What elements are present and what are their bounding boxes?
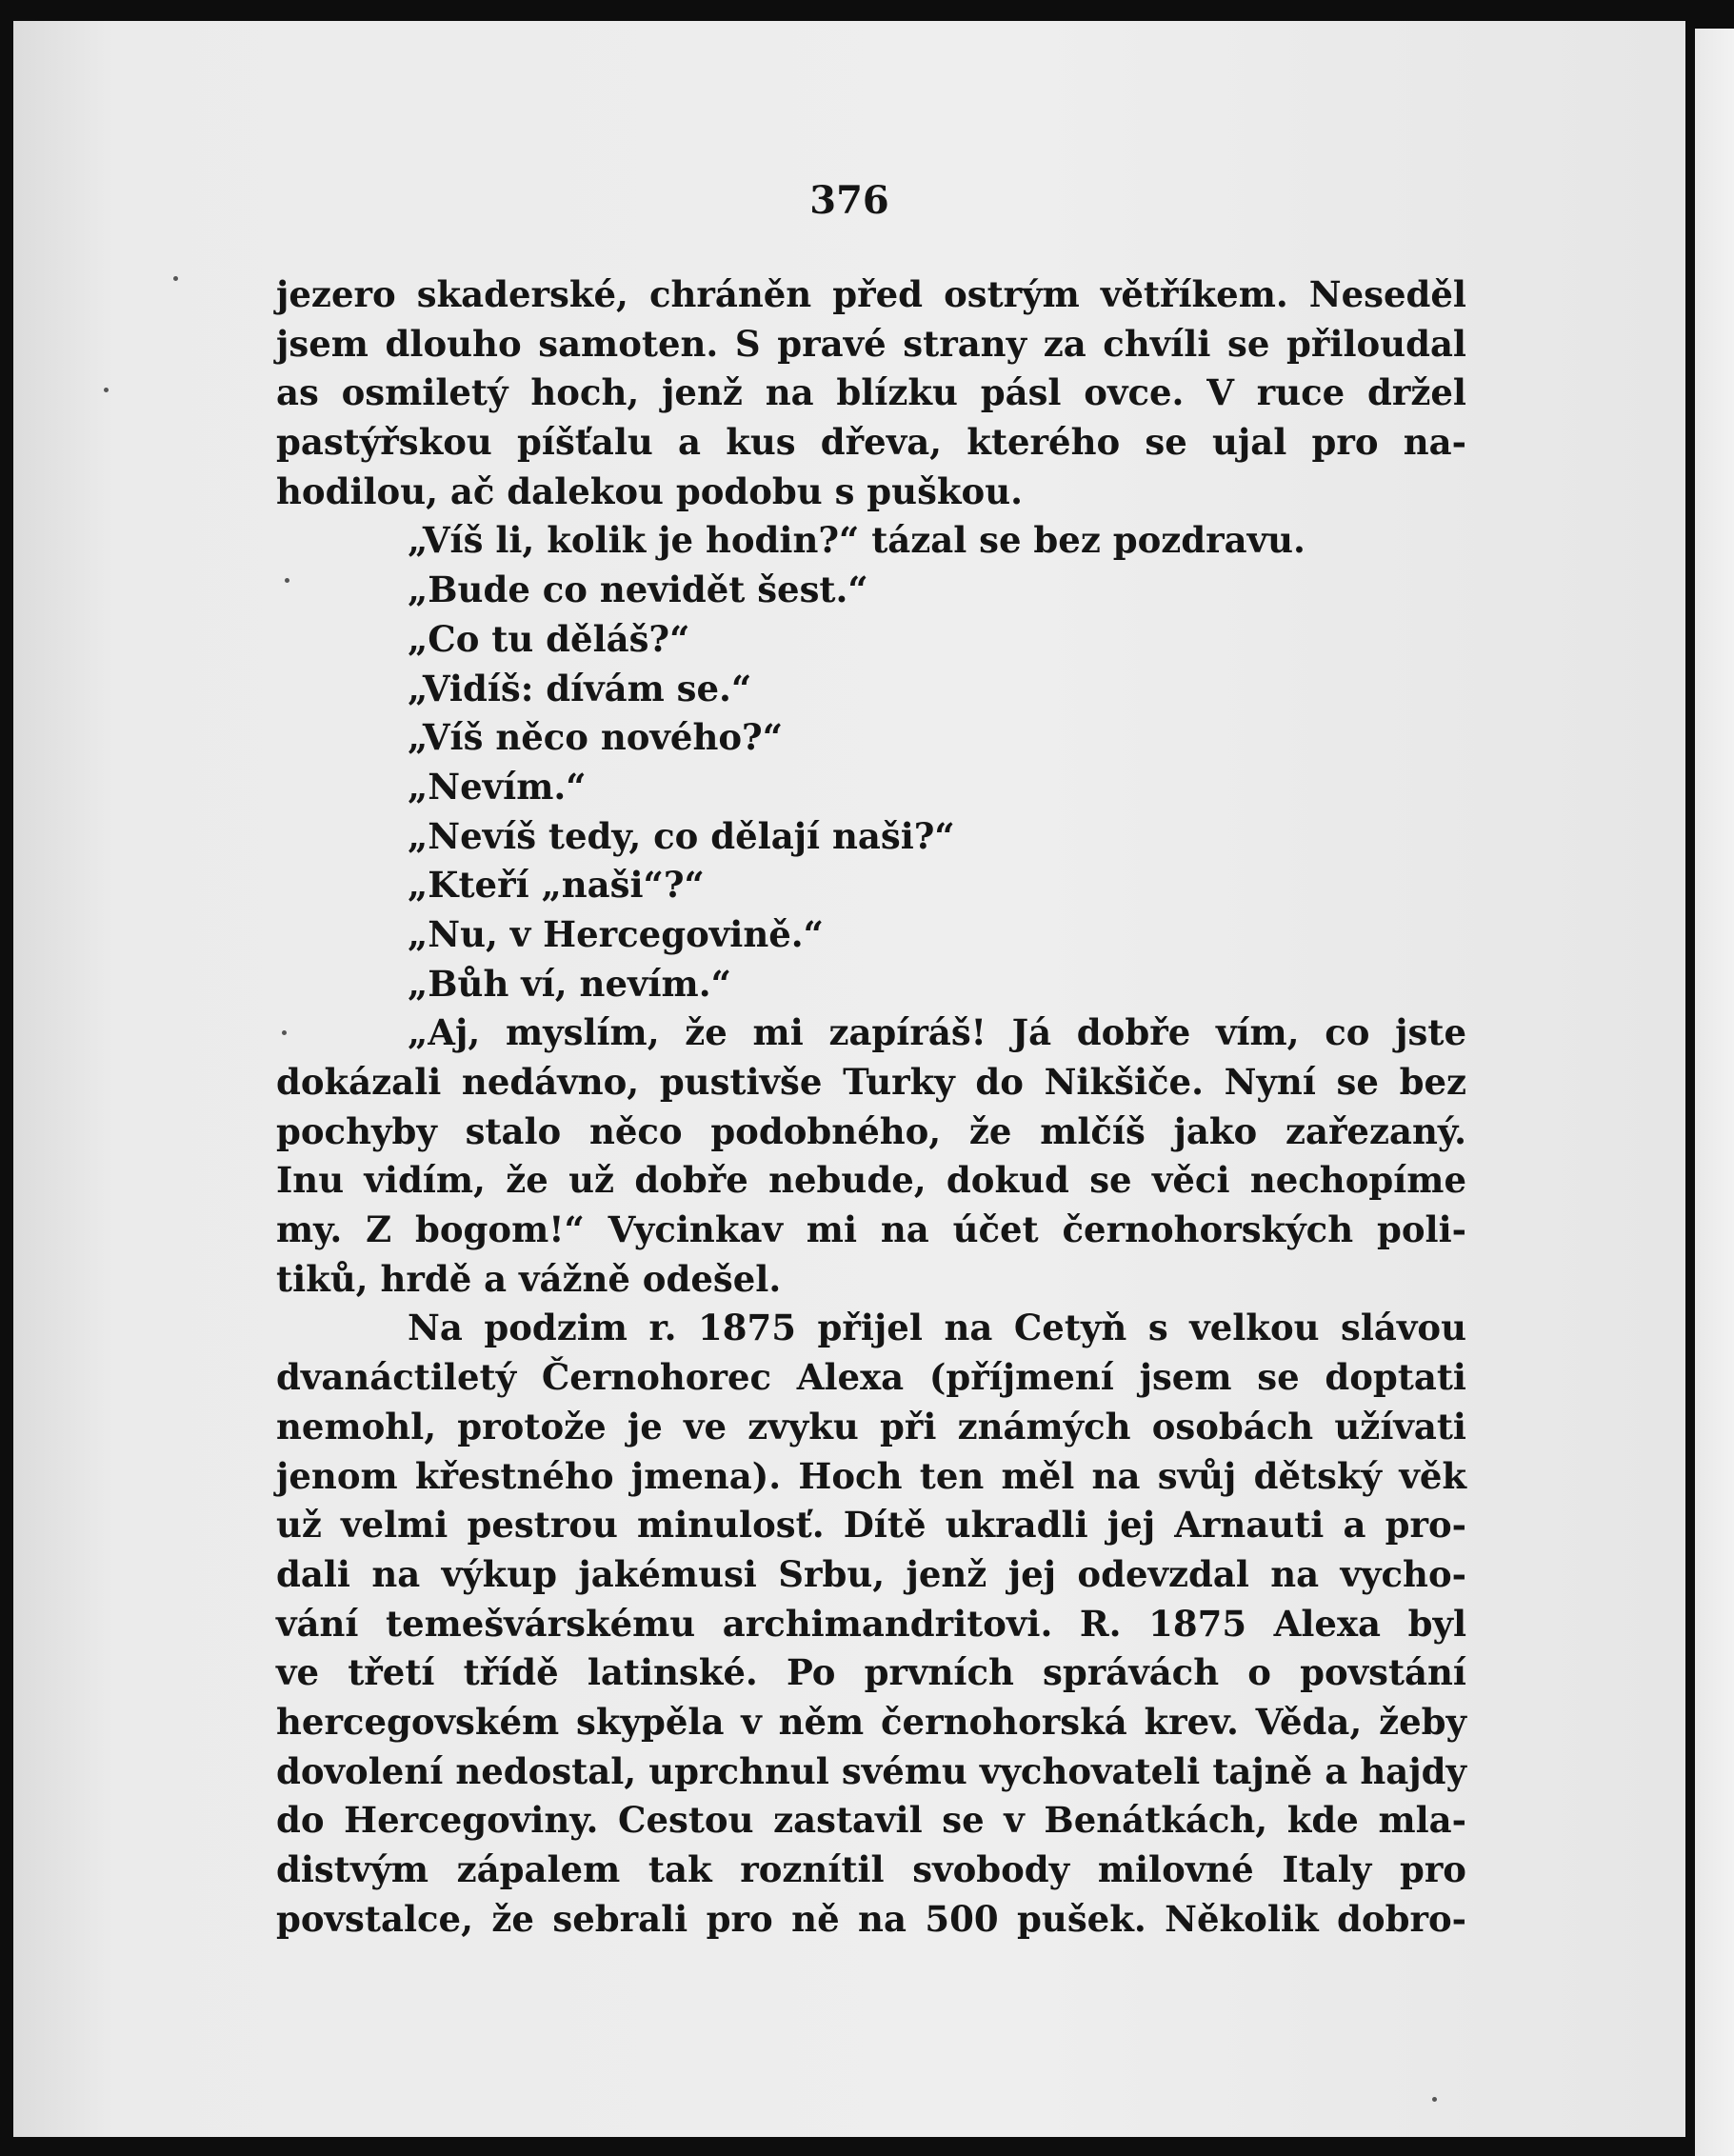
text-line: dvanáctiletý Černohorec Alexa (příjmení jsem se doptati	[276, 1356, 1466, 1399]
text-line: pochyby stalo něco podobného, že mlčíš jako zařezaný.	[276, 1109, 1466, 1152]
book-page	[13, 21, 1685, 2137]
text-line: jenom křestného jmena). Hoch ten měl na svůj dětský věk	[276, 1454, 1466, 1497]
text-line: jsem dlouho samoten. S pravé strany za chvíli se přiloudal	[276, 322, 1466, 365]
text-line: nemohl, protože je ve zvyku při známých osobách užívati	[276, 1405, 1466, 1447]
text-line: dokázali nedávno, pustivše Turky do Nikšiče. Nyní se bez	[276, 1061, 1466, 1103]
text-line: „Kteří „naši“?“	[408, 864, 705, 907]
text-line: „Nevíš tedy, co dělají naši?“	[408, 814, 955, 857]
text-line: dali na výkup jakémusi Srbu, jenž jej odevzdal na vycho-	[276, 1552, 1466, 1595]
speck	[1432, 2097, 1437, 2102]
text-line: distvým zápalem tak roznítil svobody milovné Italy pro	[276, 1848, 1466, 1890]
speck	[173, 276, 178, 281]
text-line: „Bude co nevidět šest.“	[408, 569, 868, 611]
body-text	[276, 270, 1466, 1944]
text-line: „Co tu děláš?“	[408, 617, 690, 660]
facing-page-edge	[1695, 29, 1734, 2156]
text-line: „Nevím.“	[408, 765, 587, 808]
speck	[285, 578, 289, 583]
speck	[282, 1030, 287, 1035]
text-line: ve třetí třídě latinské. Po prvních správách o povstání	[276, 1651, 1466, 1694]
text-line: vání temešvárskému archimandritovi. R. 1875 Alexa byl	[276, 1602, 1466, 1645]
text-line: „Nu, v Hercegovině.“	[408, 912, 824, 955]
text-line: „Vidíš: dívám se.“	[408, 667, 752, 709]
text-line: hercegovském skypěla v něm černohorská krev. Věda, žeby	[276, 1700, 1466, 1743]
text-line: Na podzim r. 1875 přijel na Cetyň s velkou slávou	[408, 1307, 1466, 1349]
text-line: dovolení nedostal, uprchnul svému vychovateli tajně a hajdy	[276, 1749, 1466, 1792]
text-line: as osmiletý hoch, jenž na blízku pásl ovce. V ruce držel	[276, 371, 1466, 414]
text-line: my. Z bogom!“ Vycinkav mi na účet černohorských poli-	[276, 1208, 1466, 1251]
text-line: Inu vidím, že už dobře nebude, dokud se věci nechopíme	[276, 1159, 1466, 1202]
page-gutter	[1685, 0, 1695, 2156]
text-line: „Víš něco nového?“	[408, 716, 784, 759]
page-number: 376	[809, 178, 889, 223]
text-line: tiků, hrdě a vážně odešel.	[276, 1257, 782, 1300]
text-line: už velmi pestrou minulosť. Dítě ukradli jej Arnauti a pro-	[276, 1504, 1466, 1547]
text-line: „Aj, myslím, že mi zapíráš! Já dobře vím, co jste	[408, 1011, 1466, 1054]
text-line: povstalce, že sebrali pro ně na 500 pušek. Několik dobro-	[276, 1897, 1466, 1940]
text-line: „Bůh ví, nevím.“	[408, 962, 731, 1005]
text-line: do Hercegoviny. Cestou zastavil se v Benátkách, kde mla-	[276, 1799, 1466, 1842]
text-line: pastýřskou píšťalu a kus dřeva, kterého se ujal pro na-	[276, 421, 1466, 464]
text-line: jezero skaderské, chráněn před ostrým větříkem. Neseděl	[276, 273, 1466, 315]
text-line: hodilou, ač dalekou podobu s puškou.	[276, 469, 1023, 512]
text-line: „Víš li, kolik je hodin?“ tázal se bez pozdravu.	[408, 519, 1305, 562]
speck	[104, 388, 109, 392]
